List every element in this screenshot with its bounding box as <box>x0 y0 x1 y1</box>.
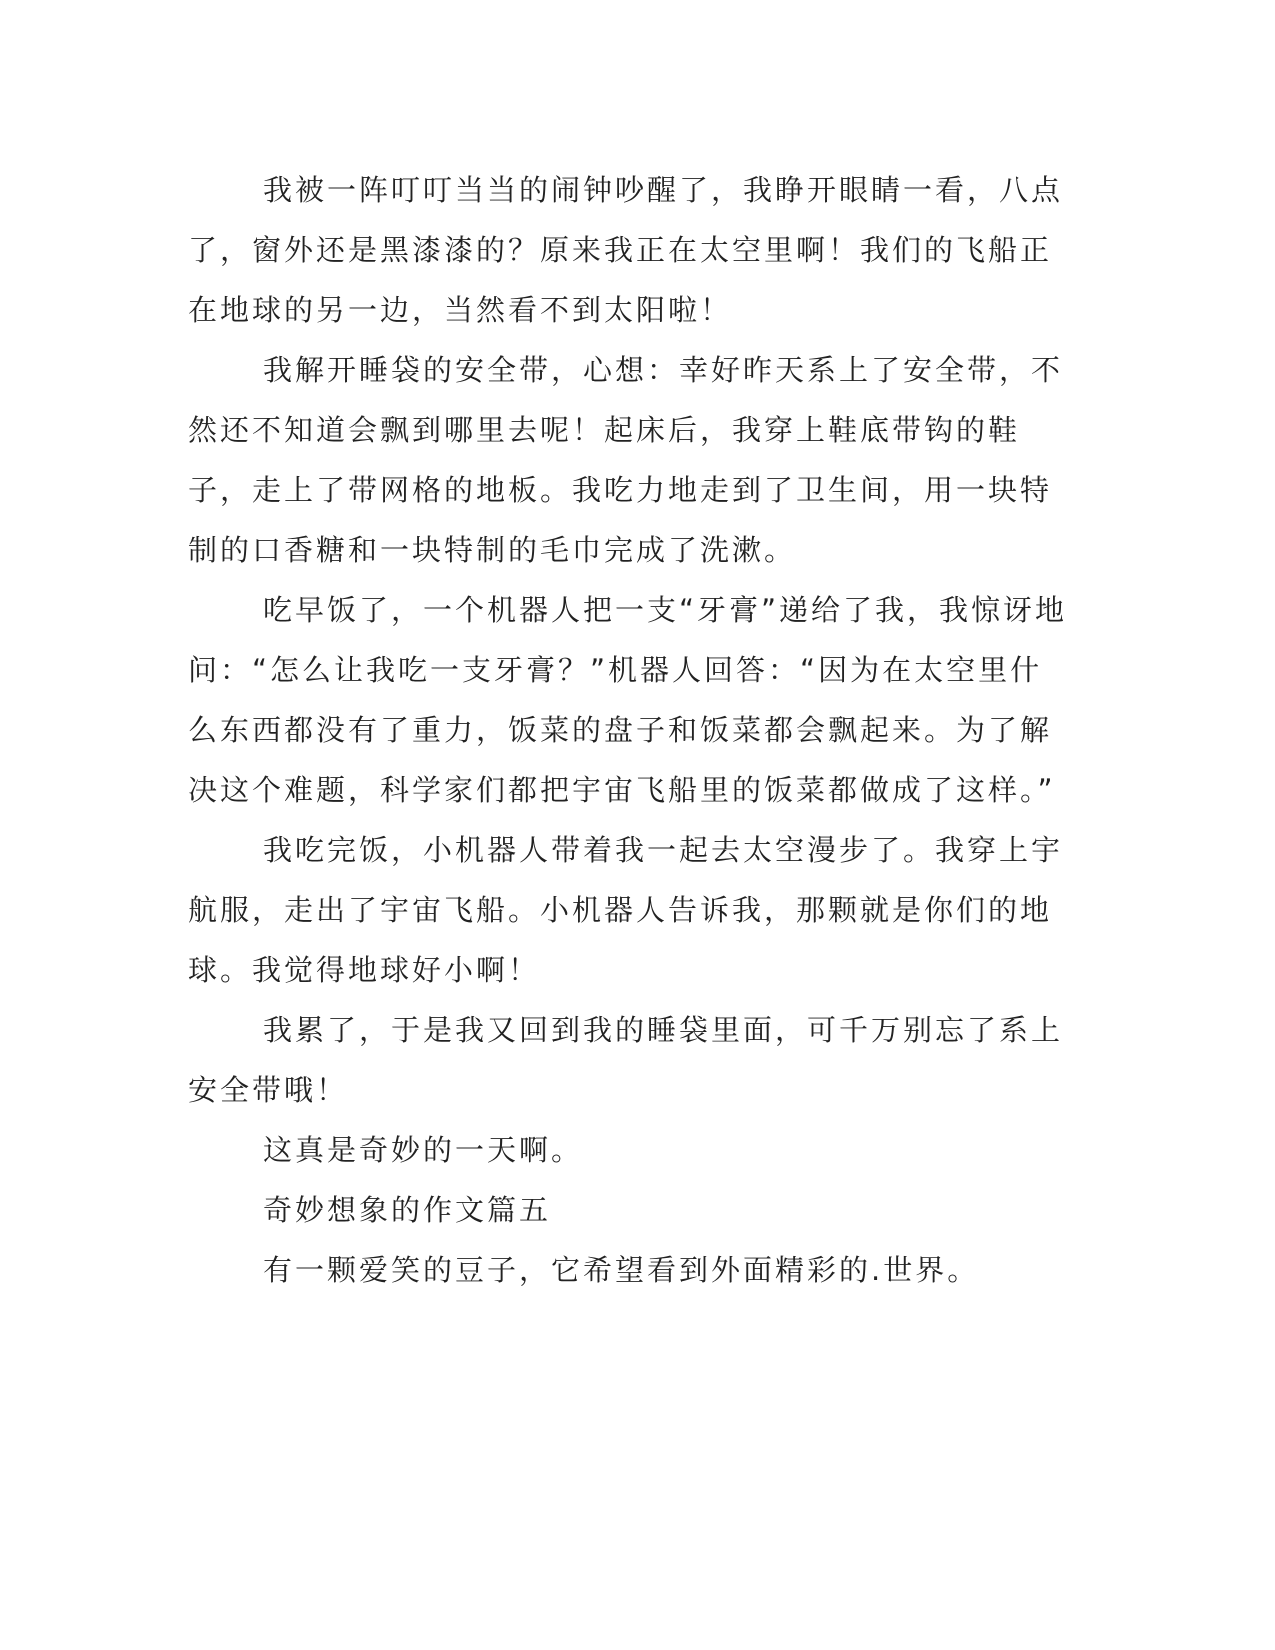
document-body <box>188 160 1068 1300</box>
section-title: 奇妙想象的作文篇五 <box>263 1193 552 1227</box>
paragraph-5: 我累了，于是我又回到我的睡袋里面，可千万别忘了系上安全带哦！ <box>188 1013 1064 1107</box>
paragraph-3: 吃早饭了，一个机器人把一支“牙膏”递给了我，我惊讶地问：“怎么让我吃一支牙膏？”机器人回答：“因为在太空里什么东西都没有了重力，饭菜的盘子和饭菜都会飘起来。为了解决这个难题，科学家们都把宇宙飞船里的饭菜都做成了这样。” <box>188 593 1068 807</box>
paragraph-1: 我被一阵叮叮当当的闹钟吵醒了，我睁开眼睛一看，八点了，窗外还是黑漆漆的？原来我正在太空里啊！我们的飞船正在地球的另一边，当然看不到太阳啦！ <box>188 173 1064 327</box>
paragraph-2: 我解开睡袋的安全带，心想：幸好昨天系上了安全带，不然还不知道会飘到哪里去呢！起床后，我穿上鞋底带钩的鞋子，走上了带网格的地板。我吃力地走到了卫生间，用一块特制的口香糖和一块特制的毛巾完成了洗漱。 <box>188 353 1064 567</box>
paragraph-6: 这真是奇妙的一天啊。 <box>263 1133 584 1167</box>
paragraph-4: 我吃完饭，小机器人带着我一起去太空漫步了。我穿上宇航服，走出了宇宙飞船。小机器人告诉我，那颗就是你们的地球。我觉得地球好小啊！ <box>188 833 1064 987</box>
closing-paragraph: 有一颗爱笑的豆子，它希望看到外面精彩的.世界。 <box>263 1253 980 1287</box>
